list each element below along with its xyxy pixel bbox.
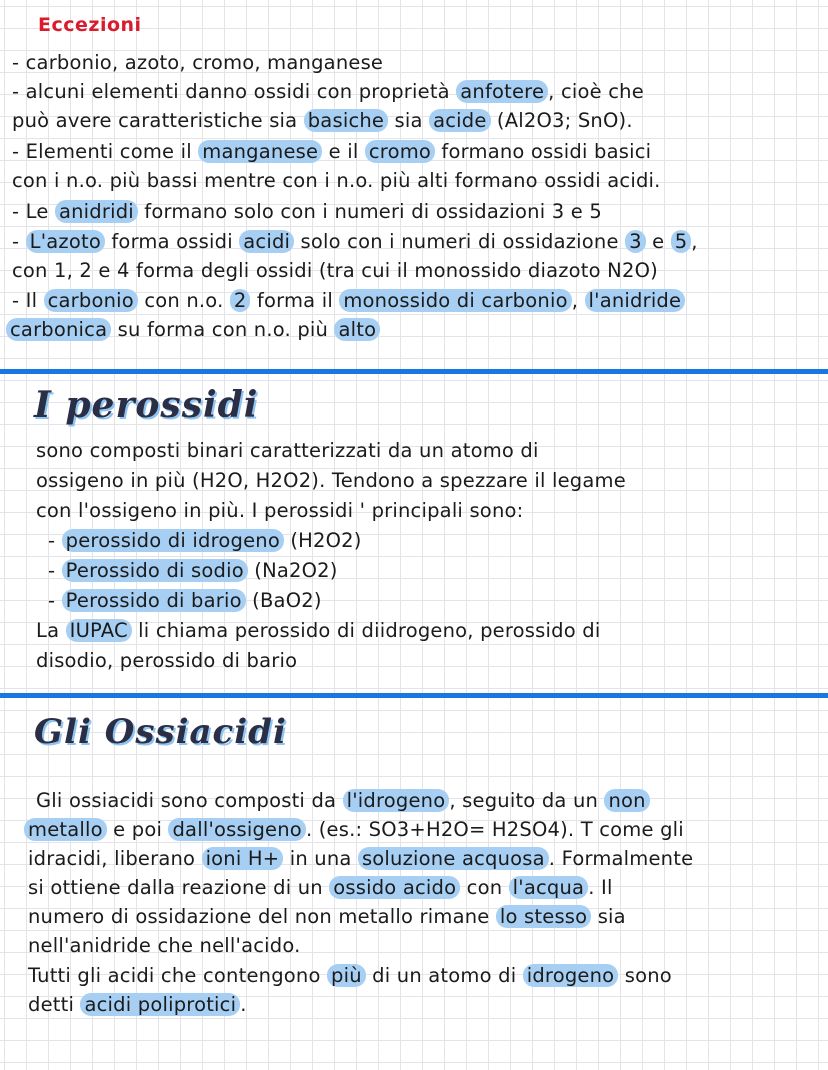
perossidi-line-3: con l'ossigeno in più. I perossidi ' principali sono: — [36, 499, 524, 522]
highlight-acidi: acidi — [239, 230, 294, 253]
highlight-lo-stesso: lo stesso — [496, 905, 591, 928]
ossiacidi-line-2: metallo e poi dall'ossigeno . (es.: SO3+H2O= H2SO4). T come gli — [24, 815, 684, 844]
highlight-non: non — [604, 789, 649, 812]
perossidi-list-item: - Perossido di bario (BaO2) — [48, 589, 322, 612]
highlight-5: 5 — [671, 230, 692, 253]
perossidi-heading: I perossidi — [34, 384, 259, 426]
highlight-azoto: L'azoto — [26, 230, 105, 253]
eccezioni-line-2: - alcuni elementi danno ossidi con proprietà anfotere , cioè che — [12, 80, 644, 103]
highlight-alto: alto — [334, 318, 380, 341]
eccezioni-line-3: può avere caratteristiche sia basiche sia acide (Al2O3; SnO). — [12, 109, 633, 132]
ossiacidi-line-1: Gli ossiacidi sono composti da l'idrogeno , seguito da un non — [36, 786, 650, 815]
highlight-acqua: l'acqua — [509, 876, 589, 899]
highlight-perossido-di-bario: Perossido di bario — [62, 589, 246, 612]
highlight-iupac: IUPAC — [66, 619, 132, 642]
highlight-carbonica: carbonica — [6, 318, 111, 341]
ossiacidi-line-3: idracidi, liberano ioni H+ in una soluzione acquosa . Formalmente — [28, 847, 694, 870]
perossidi-line-7: La IUPAC li chiama perossido di diidrogeno, perossido di — [36, 619, 601, 642]
highlight-piu: più — [327, 964, 366, 987]
ossiacidi-line-6: nell'anidride che nell'acido. — [28, 934, 301, 957]
perossidi-line-8: disodio, perossido di bario — [36, 649, 298, 672]
eccezioni-line-6: - Le anidridi formano solo con i numeri di ossidazioni 3 e 5 — [12, 200, 602, 223]
highlight-anfotere: anfotere — [456, 80, 548, 103]
ossiacidi-line-4: si ottiene dalla reazione di un ossido acido con l'acqua . Il — [28, 876, 613, 899]
section-divider-1 — [0, 369, 828, 374]
ossiacidi-line-5: numero di ossidazione del non metallo rimane lo stesso sia — [28, 905, 626, 928]
eccezioni-line-7: - L'azoto forma ossidi acidi solo con i numeri di ossidazione 3 e 5 , — [12, 230, 698, 253]
eccezioni-line-4: - Elementi come il manganese e il cromo formano ossidi basici — [12, 140, 652, 163]
highlight-idrogeno: l'idrogeno — [343, 789, 450, 812]
highlight-ioni-h: ioni H+ — [202, 847, 284, 870]
section-divider-2 — [0, 693, 828, 698]
eccezioni-line-9: - Il carbonio con n.o. 2 forma il monossido di carbonio , l'anidride — [12, 286, 685, 315]
eccezioni-line-8: con 1, 2 e 4 forma degli ossidi (tra cui il monossido diazoto N2O) — [12, 259, 658, 282]
perossidi-list-item: - perossido di idrogeno (H2O2) — [48, 529, 362, 552]
highlight-soluzione-acquosa: soluzione acquosa — [358, 847, 549, 870]
highlight-idrogeno-2: idrogeno — [523, 964, 619, 987]
ossiacidi-line-8: detti acidi poliprotici . — [28, 993, 247, 1016]
highlight-3: 3 — [625, 230, 646, 253]
eccezioni-line-1: - carbonio, azoto, cromo, manganese — [12, 51, 384, 74]
highlight-2: 2 — [230, 289, 251, 312]
highlight-manganese: manganese — [198, 140, 322, 163]
highlight-anidridi: anidridi — [55, 200, 138, 223]
highlight-ossido-acido: ossido acido — [329, 876, 460, 899]
highlight-acidi-poliprotici: acidi poliprotici — [80, 993, 240, 1016]
highlight-acide: acide — [429, 109, 490, 132]
eccezioni-title: Eccezioni — [38, 14, 142, 36]
highlight-carbonio: carbonio — [44, 289, 138, 312]
highlight-perossido-di-sodio: Perossido di sodio — [62, 559, 248, 582]
highlight-ossigeno: dall'ossigeno — [168, 818, 305, 841]
perossidi-line-2: ossigeno in più (H2O, H2O2). Tendono a spezzare il legame — [36, 469, 626, 492]
ossiacidi-line-7: Tutti gli acidi che contengono più di un atomo di idrogeno sono — [28, 964, 672, 987]
eccezioni-line-5: con i n.o. più bassi mentre con i n.o. più alti formano ossidi acidi. — [12, 169, 661, 192]
perossidi-list-item: - Perossido di sodio (Na2O2) — [48, 559, 338, 582]
highlight-monossido-di-carbonio: monossido di carbonio — [339, 289, 571, 312]
ossiacidi-heading: Gli Ossiacidi — [34, 712, 287, 752]
highlight-cromo: cromo — [365, 140, 435, 163]
highlight-metallo: metallo — [24, 818, 107, 841]
perossidi-line-1: sono composti binari caratterizzati da un atomo di — [36, 439, 539, 462]
highlight-perossido-di-idrogeno: perossido di idrogeno — [62, 529, 284, 552]
highlight-anidride: l'anidride — [585, 289, 686, 312]
highlight-basiche: basiche — [304, 109, 388, 132]
eccezioni-line-10: carbonica su forma con n.o. più alto — [6, 315, 380, 344]
